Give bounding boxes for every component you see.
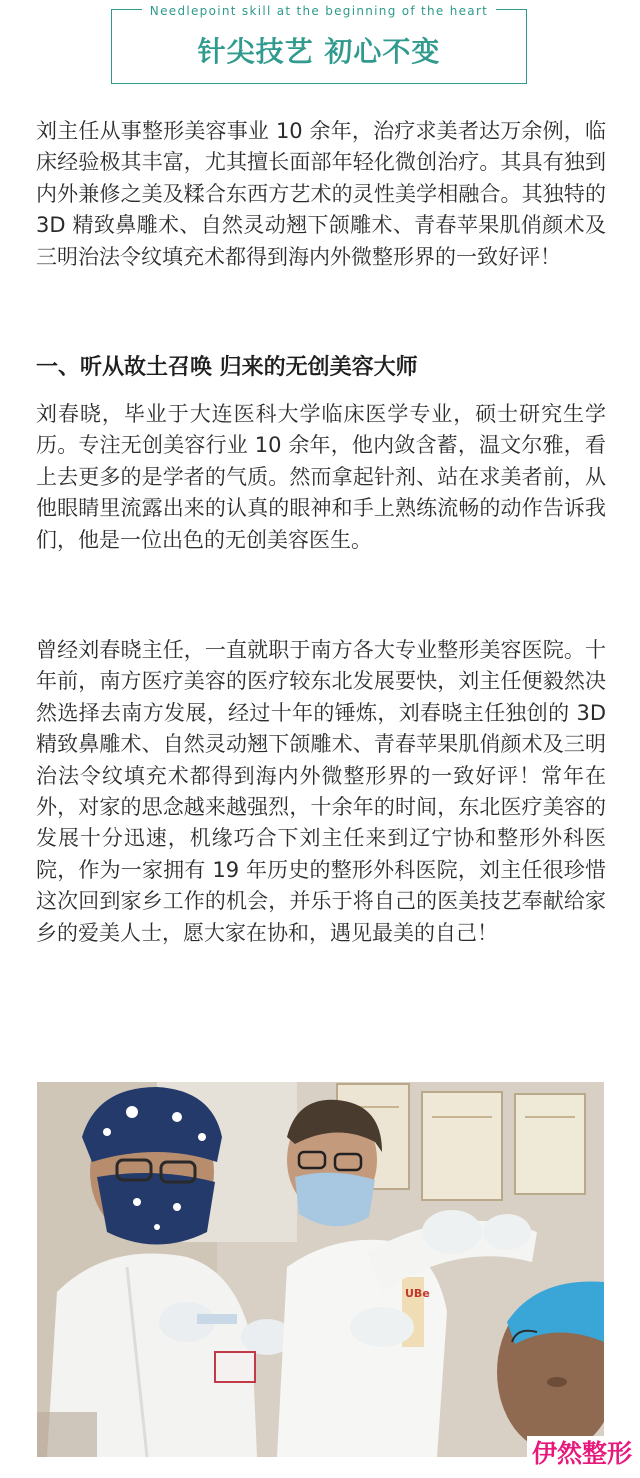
title-subtitle: [112, 1, 526, 20]
bio-paragraph: 刘春晓，毕业于大连医科大学临床医学专业，硕士研究生学历。专注无创美容行业 10 余年，他内敛含蓄，温文尔雅，看上去更多的是学者的气质。然而拿起针剂、站在求美者前，从他眼睛里流露出来的认真的眼神和手上熟练流畅的动作告诉我们，他是一位出色的无创美容医生。: [36, 402, 606, 552]
section-heading: 一、听从故土召唤 归来的无创美容大师: [36, 355, 418, 380]
photo-badge-text: UBe: [405, 1287, 430, 1300]
page-title: 针尖技艺 初心不变: [197, 35, 441, 68]
title-banner: [111, 4, 527, 84]
career-paragraph: 曾经刘春晓主任，一直就职于南方各大专业整形美容医院。十年前，南方医疗美容的医疗较东北发展要快，刘主任便毅然决然选择去南方发展，经过十年的锤炼，刘春晓主任独创的 3D 精致鼻雕术、自然灵动翘下颌雕术、青春苹果肌俏颜术及三明治法令纹填充术都得到海内外微整形界的一致好评！常年在外，对家的思念越来越强烈，十余年的时间，东北医疗美容的发展十分迅速，机缘巧合下刘主任来到辽宁协和整形外科医院，作为一家拥有 19 年历史的整形外科医院，刘主任很珍惜这次回到家乡工作的机会，并乐于将自己的医美技艺奉献给家乡的爱美人士，愿大家在协和，遇见最美的自己！: [36, 638, 606, 945]
title-subtitle-text: Needlepoint skill at the beginning of the heart: [142, 2, 496, 20]
intro-paragraph: 刘主任从事整形美容事业 10 余年，治疗求美者达万余例，临床经验极其丰富，尤其擅长面部年轻化微创治疗。其具有独到内外兼修之美及糅合东西方艺术的灵性美学相融合。其独特的 3D 精致鼻雕术、自然灵动翘下颌雕术、青春苹果肌俏颜术及三明治法令纹填充术都得到海内外微整形界的一致好评！: [36, 119, 606, 269]
doctor-treatment-photo: [37, 1082, 604, 1457]
brand-watermark: 伊然整形: [527, 1436, 637, 1472]
